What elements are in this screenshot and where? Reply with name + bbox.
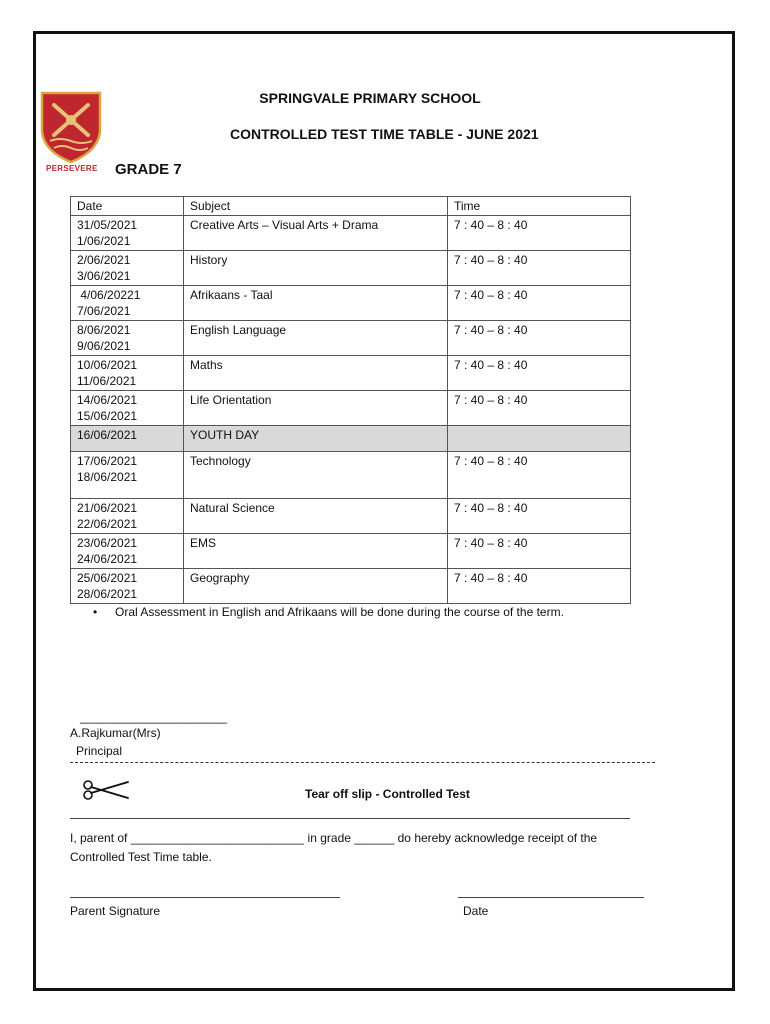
- subject-cell: Life Orientation: [184, 391, 448, 426]
- time-cell: 7 : 40 – 8 : 40: [448, 286, 631, 321]
- table-row: [71, 216, 631, 251]
- table-header-row: [71, 197, 631, 216]
- timetable: [70, 196, 631, 604]
- table-row: [71, 356, 631, 391]
- date-signature-line: [458, 897, 644, 898]
- date-cell: [71, 426, 184, 452]
- date-line-2: 1/06/2021: [77, 234, 131, 248]
- oral-assessment-note: [93, 605, 564, 619]
- subject-cell: Maths: [184, 356, 448, 391]
- date-line-2: 24/06/2021: [77, 552, 138, 566]
- date-line-1: 25/06/2021: [77, 571, 138, 585]
- date-cell: [71, 499, 184, 534]
- subject-cell: EMS: [184, 534, 448, 569]
- date-line-1: 17/06/2021: [77, 454, 138, 468]
- parent-signature-line: [70, 897, 340, 898]
- subject-cell: Afrikaans - Taal: [184, 286, 448, 321]
- date-line-1: 10/06/2021: [77, 358, 138, 372]
- time-cell: 7 : 40 – 8 : 40: [448, 452, 631, 499]
- principal-signature-line: ______________________: [80, 710, 227, 724]
- date-cell: [71, 452, 184, 499]
- scissors-icon: [82, 778, 130, 802]
- date-cell: [71, 286, 184, 321]
- date-cell: [71, 251, 184, 286]
- subject-cell: Natural Science: [184, 499, 448, 534]
- table-row: [71, 452, 631, 499]
- table-row: [71, 534, 631, 569]
- date-cell: [71, 569, 184, 604]
- time-cell: 7 : 40 – 8 : 40: [448, 356, 631, 391]
- school-motto: PERSEVERE: [46, 164, 98, 173]
- table-row: [71, 321, 631, 356]
- subject-cell: History: [184, 251, 448, 286]
- tear-off-slip-title: Tear off slip - Controlled Test: [305, 787, 470, 801]
- subject-cell: English Language: [184, 321, 448, 356]
- date-line-1: 21/06/2021: [77, 501, 138, 515]
- date-line-2: 18/06/2021: [77, 470, 138, 484]
- date-line-2: 15/06/2021: [77, 409, 138, 423]
- date-cell: [71, 356, 184, 391]
- acknowledgement-text: [70, 829, 670, 867]
- table-row: [71, 569, 631, 604]
- date-line-1: 31/05/2021: [77, 218, 138, 232]
- subject-cell: Creative Arts – Visual Arts + Drama: [184, 216, 448, 251]
- note-text: Oral Assessment in English and Afrikaans will be done during the course of the term.: [115, 605, 564, 619]
- date-line-1: 14/06/2021: [77, 393, 138, 407]
- date-line-2: 28/06/2021: [77, 587, 138, 601]
- time-cell: 7 : 40 – 8 : 40: [448, 499, 631, 534]
- ack-line-1: I, parent of __________________________ in grade ______ do hereby acknowledge receipt of the: [70, 831, 598, 845]
- table-row: [71, 286, 631, 321]
- time-cell: 7 : 40 – 8 : 40: [448, 216, 631, 251]
- date-line-1: 4/06/20221: [77, 288, 141, 302]
- column-header-subject: Subject: [184, 197, 448, 216]
- school-name: SPRINGVALE PRIMARY SCHOOL: [259, 90, 481, 106]
- grade-heading: GRADE 7: [115, 161, 182, 178]
- table-row: [71, 499, 631, 534]
- document-title: CONTROLLED TEST TIME TABLE - JUNE 2021: [230, 126, 539, 142]
- date-cell: [71, 391, 184, 426]
- principal-name: A.Rajkumar(Mrs): [70, 726, 161, 740]
- tear-off-dashed-line: [70, 762, 655, 763]
- date-line-1: 23/06/2021: [77, 536, 138, 550]
- subject-cell: YOUTH DAY: [184, 426, 448, 452]
- table-row: [71, 391, 631, 426]
- time-cell: [448, 426, 631, 452]
- date-line-2: 3/06/2021: [77, 269, 131, 283]
- time-cell: 7 : 40 – 8 : 40: [448, 391, 631, 426]
- date-cell: [71, 216, 184, 251]
- date-line-2: 7/06/2021: [77, 304, 131, 318]
- bullet-icon: •: [93, 605, 98, 619]
- table-row: [71, 251, 631, 286]
- column-header-date: Date: [71, 197, 184, 216]
- subject-cell: Geography: [184, 569, 448, 604]
- date-cell: [71, 321, 184, 356]
- date-line-2: 11/06/2021: [77, 374, 137, 388]
- principal-title: Principal: [76, 744, 123, 758]
- date-cell: [71, 534, 184, 569]
- ack-line-2: Controlled Test Time table.: [70, 850, 212, 864]
- subject-cell: Technology: [184, 452, 448, 499]
- date-line-2: 9/06/2021: [77, 339, 131, 353]
- date-label: Date: [463, 904, 489, 918]
- time-cell: 7 : 40 – 8 : 40: [448, 534, 631, 569]
- time-cell: 7 : 40 – 8 : 40: [448, 251, 631, 286]
- table-row-holiday: [71, 426, 631, 452]
- date-line-2: 22/06/2021: [77, 517, 138, 531]
- date-line-1: 16/06/2021: [77, 428, 138, 442]
- column-header-time: Time: [448, 197, 631, 216]
- time-cell: 7 : 40 – 8 : 40: [448, 321, 631, 356]
- parent-signature-label: Parent Signature: [70, 904, 161, 918]
- date-line-1: 2/06/2021: [77, 253, 131, 267]
- date-line-1: 8/06/2021: [77, 323, 131, 337]
- slip-separator-line: [70, 818, 630, 819]
- time-cell: 7 : 40 – 8 : 40: [448, 569, 631, 604]
